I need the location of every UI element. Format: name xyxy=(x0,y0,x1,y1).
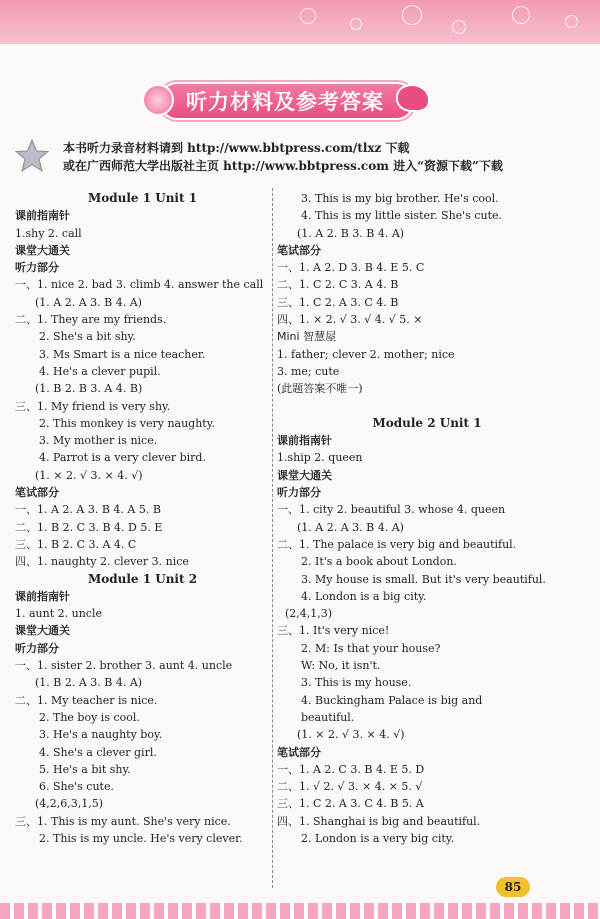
answer-line: 三、1. This is my aunt. She's very nice. xyxy=(15,814,231,828)
answer-line: 二、1. B 2. C 3. B 4. D 5. E xyxy=(15,520,163,534)
section-label: 课堂大通关 xyxy=(15,624,70,638)
answer-line: 四、1. Shanghai is big and beautiful. xyxy=(277,814,481,828)
answer-line: 3. My mother is nice. xyxy=(39,434,158,448)
answer-line: (1. × 2. √ 3. × 4. √) xyxy=(297,728,405,742)
answer-line: 6. She's cute. xyxy=(39,780,114,794)
answer-line: (1. × 2. √ 3. × 4. √) xyxy=(35,468,143,482)
top-decorative-band xyxy=(0,0,600,44)
unit-heading: Module 2 Unit 1 xyxy=(372,415,482,430)
bubble-decoration xyxy=(402,5,422,25)
answer-line: 三、1. B 2. C 3. A 4. C xyxy=(15,537,137,551)
answer-line xyxy=(277,398,577,415)
left-answer-column xyxy=(15,190,270,847)
answer-line: (此题答案不唯一) xyxy=(277,382,363,396)
bubble-decoration xyxy=(350,18,362,30)
answer-line: 2. London is a very big city. xyxy=(301,831,455,845)
answer-line: 3. My house is small. But it's very beautiful. xyxy=(301,572,546,586)
page-number: 85 xyxy=(496,877,530,897)
answer-line: 2. The boy is cool. xyxy=(39,710,140,724)
bubble-decoration xyxy=(512,6,530,24)
star-icon xyxy=(14,138,50,174)
section-label: 笔试部分 xyxy=(277,243,321,257)
banner-title: 听力材料及参考答案 xyxy=(186,90,384,114)
answer-line: 一、1. city 2. beautiful 3. whose 4. queen xyxy=(277,503,506,517)
answer-line: 三、1. C 2. A 3. C 4. B 5. A xyxy=(277,797,424,811)
answer-line: (1. A 2. B 3. B 4. A) xyxy=(297,226,405,240)
answer-line: 2. She's a bit shy. xyxy=(39,330,136,344)
section-banner xyxy=(120,78,420,122)
answer-line: 3. me; cute xyxy=(277,364,340,378)
answer-line: 四、1. naughty 2. clever 3. nice xyxy=(15,555,189,569)
answer-line: 2. This is my uncle. He's very clever. xyxy=(39,831,243,845)
answer-line: (4,2,6,3,1,5) xyxy=(35,797,104,811)
section-label: 课堂大通关 xyxy=(15,243,70,257)
answer-line: 4. This is my little sister. She's cute. xyxy=(301,209,503,223)
answer-line: 三、1. My friend is very shy. xyxy=(15,399,171,413)
answer-line: 4. Parrot is a very clever bird. xyxy=(39,451,206,465)
answer-line: 二、1. The palace is very big and beautiful. xyxy=(277,537,517,551)
unit-heading: Module 1 Unit 2 xyxy=(87,571,198,586)
section-label: 课前指南针 xyxy=(15,209,70,223)
answer-line: 一、1. A 2. A 3. B 4. A 5. B xyxy=(15,503,161,517)
answer-line: 二、1. C 2. C 3. A 4. B xyxy=(277,278,399,292)
column-divider xyxy=(272,188,273,888)
answer-line: 一、1. A 2. D 3. B 4. E 5. C xyxy=(277,261,425,275)
answer-line: 二、1. √ 2. √ 3. × 4. × 5. √ xyxy=(277,780,423,794)
bird-icon xyxy=(396,84,430,112)
right-answer-column xyxy=(277,190,577,847)
answer-line: 三、1. C 2. A 3. C 4. B xyxy=(277,295,399,309)
section-label: 笔试部分 xyxy=(277,745,321,759)
answer-line: 4. London is a big city. xyxy=(301,589,427,603)
answer-line: (1. A 2. A 3. B 4. A) xyxy=(297,520,404,534)
answer-line: (1. A 2. A 3. B 4. A) xyxy=(35,295,142,309)
answer-line: 3. Ms Smart is a nice teacher. xyxy=(39,347,206,361)
section-label: 课堂大通关 xyxy=(277,468,332,482)
section-label: 笔试部分 xyxy=(15,486,59,500)
answer-line: 4. Buckingham Palace is big and xyxy=(301,693,483,707)
answer-line: (1. B 2. B 3. A 4. B) xyxy=(35,382,143,396)
section-label: 课前指南针 xyxy=(277,434,332,448)
answer-line: 3. This is my big brother. He's cool. xyxy=(301,192,499,205)
answer-line: 一、1. sister 2. brother 3. aunt 4. uncle xyxy=(15,659,233,673)
answer-line: 一、1. A 2. C 3. B 4. E 5. D xyxy=(277,762,425,776)
download-note-2: 或在广西师范大学出版社主页 http://www.bbtpress.com 进入“资源下载”下载 xyxy=(63,159,503,173)
answer-line: W: No, it isn't. xyxy=(301,659,381,673)
answer-line: 1.shy 2. call xyxy=(15,226,82,240)
section-label: 听力部分 xyxy=(15,261,59,275)
section-label: 课前指南针 xyxy=(15,589,70,603)
answer-line: (1. B 2. A 3. B 4. A) xyxy=(35,676,143,690)
answer-line: 4. She's a clever girl. xyxy=(39,745,157,759)
answer-line: 三、1. It's very nice! xyxy=(277,624,390,638)
bottom-decorative-band xyxy=(0,903,600,919)
answer-line: 3. He's a naughty boy. xyxy=(39,728,163,742)
section-label: 听力部分 xyxy=(15,641,59,655)
answer-line: 1.ship 2. queen xyxy=(277,451,363,465)
answer-line: 1. aunt 2. uncle xyxy=(15,607,102,621)
answer-line: 一、1. nice 2. bad 3. climb 4. answer the call xyxy=(15,278,264,292)
unit-heading: Module 1 Unit 1 xyxy=(87,191,198,205)
answer-line: 2. It's a book about London. xyxy=(301,555,457,569)
answer-line: Mini 智慧屋 xyxy=(277,330,337,344)
bubble-decoration xyxy=(565,15,578,28)
bubble-decoration xyxy=(300,8,316,24)
answer-line: beautiful. xyxy=(301,710,355,724)
answer-line: (2,4,1,3) xyxy=(285,607,333,621)
answer-line: 2. This monkey is very naughty. xyxy=(39,416,215,430)
answer-line: 二、1. They are my friends. xyxy=(15,313,167,327)
answer-line: 1. father; clever 2. mother; nice xyxy=(277,347,455,361)
answer-line: 5. He's a bit shy. xyxy=(39,762,131,776)
answer-line: 二、1. My teacher is nice. xyxy=(15,693,158,707)
answer-line: 4. He's a clever pupil. xyxy=(39,364,161,378)
bubble-decoration xyxy=(452,20,466,34)
answer-line: 四、1. × 2. √ 3. √ 4. √ 5. × xyxy=(277,313,423,327)
section-label: 听力部分 xyxy=(277,486,321,500)
answer-line: 3. This is my house. xyxy=(301,676,412,690)
download-note-1: 本书听力录音材料请到 http://www.bbtpress.com/tlxz 下载 xyxy=(63,141,410,155)
answer-line: 2. M: Is that your house? xyxy=(301,641,441,655)
